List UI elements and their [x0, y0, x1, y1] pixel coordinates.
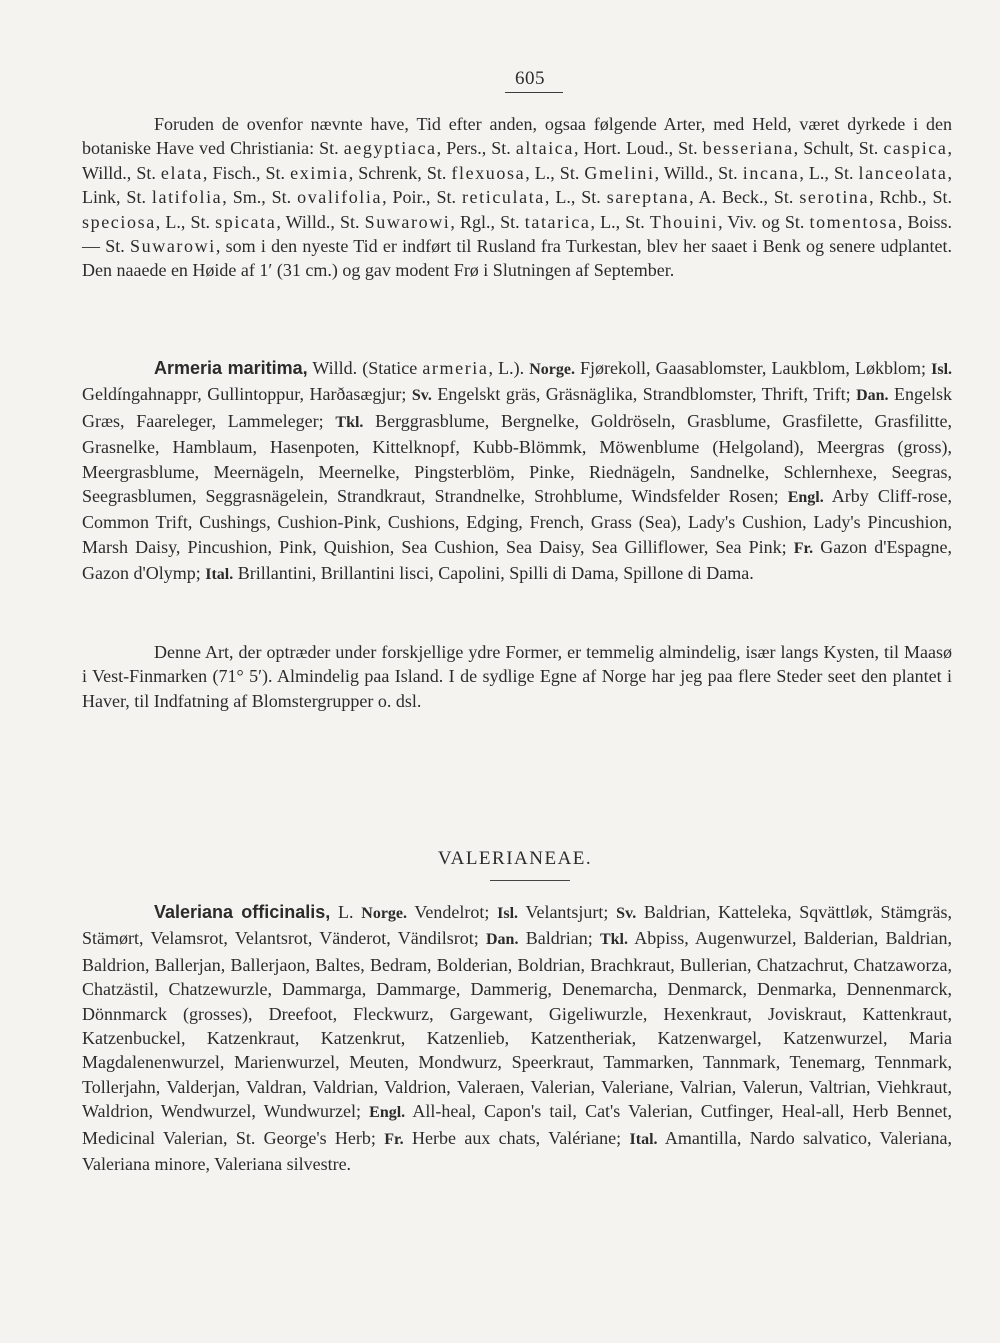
- lang-label: Engl.: [369, 1104, 406, 1122]
- section-rule: [490, 880, 570, 881]
- lang-label: Isl.: [931, 361, 953, 378]
- armeria-entry: [82, 356, 952, 588]
- section-heading: VALERIANEAE.: [437, 848, 593, 869]
- lang-label: Ital.: [629, 1130, 658, 1148]
- lang-label: Tkl.: [599, 931, 628, 949]
- lang-label: Sv.: [411, 387, 432, 405]
- lang-label: Ital.: [205, 566, 234, 584]
- lang-label: Sv.: [616, 905, 637, 922]
- page-number-rule: [505, 92, 563, 93]
- lang-label: Dan.: [856, 387, 889, 405]
- lang-label: Fr.: [793, 539, 814, 557]
- statice-species-paragraph: [82, 112, 952, 283]
- lang-label: Fr.: [384, 1130, 404, 1148]
- valeriana-entry: [82, 900, 952, 1176]
- species-name: Armeria maritima,: [154, 358, 308, 378]
- lang-label: Engl.: [787, 489, 824, 507]
- lang-label: Norge.: [361, 905, 408, 922]
- armeria-distribution-paragraph: [82, 640, 952, 713]
- lang-label: Tkl.: [335, 413, 364, 431]
- lang-label: Norge.: [529, 361, 575, 378]
- lang-label: Isl.: [497, 905, 519, 922]
- entry-text: Armeria maritima, Willd. (Statice armeria, L.). Norge. Fjørekoll, Gaasablomster, Laukblom, Løkblom; Isl. Geldíngahnappr, Gullintoppur, Harðasægjur; Sv. Engelskt gräs, Gräsnäglika, Strandblomster, Thrift, Trift; Dan. Engelsk Græs, Faareleger, Lammeleger; Tkl. Berggrasblume, Bergnelke, Goldröseln, Grasblume, Grasfilette, Grasfilitte, Grasnelke, Hamblaum, Hasenpoten, Kittelknopf, Kubb-Blömmk, Möwenblume (Helgoland), Meergras (gross), Meergrasblume, Meernägeln, Meernelke, Pingsterblöm, Pinke, Riednägeln, Sandnelke, Schlernhexe, Seegras, Seegrasblumen, Seggrasnägelein, Strandkraut, Strandnelke, Strohblume, Windsfelder Rosen; Engl. Arby Cliff-rose, Common Trift, Cushings, Cushion-Pink, Cushions, Edging, French, Grass (Sea), Lady's Cushion, Lady's Pincushion, Marsh Daisy, Pincushion, Pink, Quishion, Sea Cushion, Sea Daisy, Sea Gilliflower, Sea Pink; Fr. Gazon d'Espagne, Gazon d'Olymp; Ital. Brillantini, Brillantini lisci, Capolini, Spilli di Dama, Spillone di Dama.: [82, 358, 953, 584]
- page-number: 605: [515, 68, 545, 89]
- paragraph-text: Foruden de ovenfor nævnte have, Tid efter anden, ogsaa følgende Arter, med Held, været dyrkede i den botaniske Have ved Christiania: St. aegyptiaca, Pers., St. altaica, Hort. Loud., St. besseriana, Schult, St. caspica, Willd., St. elata, Fisch., St. eximia, Schrenk, St. flexuosa, L., St. Gmelini, Willd., St. incana, L., St. lanceolata, Link, St. latifolia, Sm., St. ovalifolia, Poir., St. reticulata, L., St. sareptana, A. Beck., St. serotina, Rchb., St. speciosa, L., St. spicata, Willd., St. Suwarowi, Rgl., St. tatarica, L., St. Thouini, Viv. og St. tomentosa, Boiss. — St. Suwarowi, som i den nyeste Tid er indført til Rusland fra Turkestan, blev her saaet i Benk og senere udplantet. Den naaede en Høide af 1′ (31 cm.) og gav modent Frø i Slutningen af September.: [82, 114, 953, 281]
- species-name: Valeriana officinalis,: [154, 902, 331, 922]
- entry-text: Valeriana officinalis, L. Norge. Vendelrot; Isl. Velantsjurt; Sv. Baldrian, Katteleka, Sqvättløk, Stämgräs, Stämørt, Velamsrot, Velantsrot, Vänderot, Vändilsrot; Dan. Baldrian; Tkl. Abpiss, Augenwurzel, Balderian, Baldrian, Baldrion, Ballerjan, Ballerjaon, Baltes, Bedram, Bolderian, Boldrian, Brachkraut, Bullerian, Chatzachrut, Chatzaworza, Chatzästil, Chatzewurzle, Dammarga, Dammarge, Dammerig, Denemarcha, Denmarck, Denmarka, Dennenmarck, Dönnmarck (grosses), Dreefoot, Fleckwurz, Gargewant, Gigeliwurzle, Hexenkraut, Joviskraut, Kattenkraut, Katzenbuckel, Katzenkraut, Katzenkrut, Katzenlieb, Katzentheriak, Katzenwargel, Katzenwurzel, Maria Magdalenenwurzel, Marienwurzel, Meuten, Mondwurz, Speerkraut, Tammarken, Tannmark, Tenemarg, Tennmark, Tollerjahn, Valderjan, Valdran, Valdrian, Valdrion, Valeraen, Valerian, Valeriane, Valrian, Valerun, Valtrian, Viehkraut, Waldrion, Wendwurzel, Wundwurzel; Engl. All-heal, Capon's tail, Cat's Valerian, Cutfinger, Heal-all, Herb Bennet, Medicinal Valerian, St. George's Herb; Fr. Herbe aux chats, Valériane; Ital. Amantilla, Nardo salvatico, Valeriana, Valeriana minore, Valeriana silvestre.: [82, 902, 953, 1175]
- paragraph-text: Denne Art, der optræder under forskjellige ydre Former, er temmelig almindelig, især langs Kysten, til Maasø i Vest-Finmarken (71° 5′). Almindelig paa Island. I de sydlige Egne af Norge har jeg paa flere Steder seet den plantet i Haver, til Indfatning af Blomstergrupper o. dsl.: [82, 642, 952, 711]
- lang-label: Dan.: [485, 931, 519, 949]
